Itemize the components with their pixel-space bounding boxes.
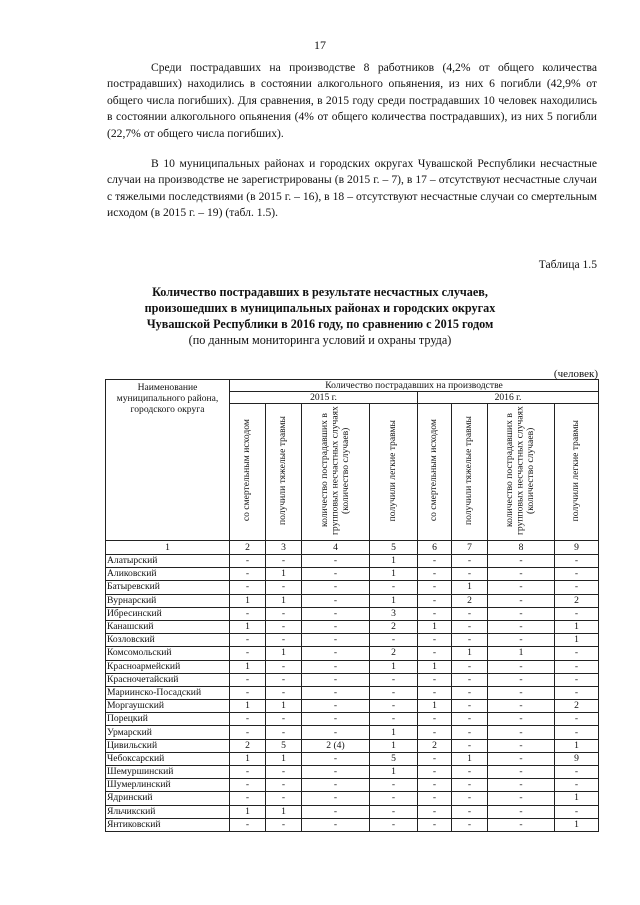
table-cell: 1 [452,647,488,660]
page-number: 17 [314,38,326,52]
table-cell: - [418,805,452,818]
table-row [106,726,599,739]
table-cell: - [230,581,266,594]
subheader-col-8 [488,404,555,541]
table-cell: - [266,792,302,805]
table-cell: - [302,634,370,647]
subheader-label: получили тяжелые травмы [277,415,289,526]
table-cell: - [418,634,452,647]
table-cell: - [418,581,452,594]
table-cell: - [488,739,555,752]
row-name: Мариинско-Посадский [106,686,230,699]
table-cell: - [488,607,555,620]
subheader-col-5 [370,404,418,541]
row-name: Яльчикский [106,805,230,818]
table-cell: 1 [418,660,452,673]
table-row [106,766,599,779]
column-number: 9 [555,541,599,555]
table-cell: - [452,700,488,713]
row-name: Шумерлинский [106,779,230,792]
table-cell: - [555,779,599,792]
table-row [106,818,599,831]
table-cell: - [230,686,266,699]
table-cell: - [230,766,266,779]
table-cell: - [418,594,452,607]
subheader-label: со смертельным исходом [428,419,440,522]
column-number: 1 [106,541,230,555]
subheader-col-6 [418,404,452,541]
table-cell: - [266,779,302,792]
row-name: Козловский [106,634,230,647]
table-cell: - [370,713,418,726]
subheader-col-9 [555,404,599,541]
table-cell: - [452,818,488,831]
table-row [106,739,599,752]
row-name: Батыревский [106,581,230,594]
table-cell: - [230,568,266,581]
table-cell: - [488,766,555,779]
table-cell: - [230,726,266,739]
table-cell: 2 [555,594,599,607]
table-cell: - [488,686,555,699]
table-cell: - [230,713,266,726]
table-cell: - [452,555,488,568]
row-name: Вурнарский [106,594,230,607]
table-cell: - [418,726,452,739]
table-cell: - [370,805,418,818]
table-cell: - [452,686,488,699]
table-cell: - [555,607,599,620]
table-cell: 2 [230,739,266,752]
table-cell: 1 [230,594,266,607]
table-cell: 1 [370,594,418,607]
table-cell: - [452,568,488,581]
table-cell: - [266,726,302,739]
table-cell: - [488,555,555,568]
table-cell: 1 [555,620,599,633]
row-name: Канашский [106,620,230,633]
table-cell: - [302,792,370,805]
table-cell: - [302,686,370,699]
table-cell: 1 [452,581,488,594]
table-cell: - [452,792,488,805]
table-cell: - [266,607,302,620]
table-cell: - [266,634,302,647]
table-cell: 1 [370,555,418,568]
table-cell: - [230,779,266,792]
table-cell: 1 [370,660,418,673]
table-cell: - [230,818,266,831]
table-cell: - [555,673,599,686]
table-cell: - [266,713,302,726]
table-row [106,686,599,699]
table-cell: - [488,660,555,673]
table-cell: - [418,607,452,620]
table-cell: - [488,713,555,726]
table-row [106,581,599,594]
table-row [106,660,599,673]
row-name: Янтиковский [106,818,230,831]
table-row [106,594,599,607]
table-subtitle: (по данным мониторинга условий и охраны труда) [188,333,452,347]
header-year-2015: 2015 г. [230,392,418,404]
table-cell: - [302,673,370,686]
table-cell: - [418,766,452,779]
table-cell: - [230,673,266,686]
table-cell: 1 [418,700,452,713]
table-row [106,779,599,792]
table-cell: - [230,607,266,620]
table-cell: 1 [230,700,266,713]
table-cell: - [452,766,488,779]
table-cell: - [302,726,370,739]
table-cell: 1 [266,700,302,713]
table-cell: - [452,607,488,620]
table-cell: - [302,700,370,713]
table-cell: - [302,805,370,818]
subheader-label: получили легкие травмы [570,419,582,522]
row-name: Порецкий [106,713,230,726]
injury-table [105,379,599,832]
title-line-2: произошедших в муниципальных районах и городских округах [144,301,496,315]
table-cell: 1 [266,805,302,818]
table-cell: - [370,673,418,686]
table-cell: - [230,792,266,805]
table-cell: 1 [230,620,266,633]
table-cell: 1 [555,634,599,647]
table-cell: - [302,818,370,831]
paragraph-districts: В 10 муниципальных районах и городских округах Чувашской Республики несчастные случаи на производстве не зарегистрированы (в 2015 г. – 7), в 17 – отсутствуют несчастные случаи с тяжелыми последствиями (в 2015 г. – 16), в 18 – отсутствуют несчастные случаи со смертельным исходом (в 2015 г. – 19) (табл. 1.5). [107,157,597,220]
table-cell: 2 [370,647,418,660]
table-cell: - [418,568,452,581]
table-cell: - [555,581,599,594]
table-row [106,752,599,765]
table-cell: - [555,686,599,699]
table-row [106,673,599,686]
table-cell: - [370,779,418,792]
table-cell: 5 [370,752,418,765]
table-cell: - [418,713,452,726]
table-cell: - [302,581,370,594]
table-cell: 2 (4) [302,739,370,752]
table-cell: 1 [452,752,488,765]
table-cell: - [370,792,418,805]
table-cell: - [418,792,452,805]
table-cell: - [488,726,555,739]
row-name: Моргаушский [106,700,230,713]
table-cell: - [488,634,555,647]
row-name: Ядринский [106,792,230,805]
table-cell: - [302,713,370,726]
column-number: 8 [488,541,555,555]
table-cell: - [555,713,599,726]
table-cell: - [230,555,266,568]
table-cell: - [302,555,370,568]
table-cell: - [266,686,302,699]
table-cell: - [452,713,488,726]
table-cell: - [488,581,555,594]
table-cell: 1 [370,739,418,752]
table-cell: 1 [418,620,452,633]
column-number: 7 [452,541,488,555]
row-name: Красночетайский [106,673,230,686]
table-cell: 9 [555,752,599,765]
table-cell: - [302,766,370,779]
table-row [106,713,599,726]
row-name: Шемуршинский [106,766,230,779]
table-cell: - [230,634,266,647]
table-cell: - [555,568,599,581]
table-cell: - [555,766,599,779]
column-number: 6 [418,541,452,555]
table-cell: - [488,700,555,713]
paragraph-alcohol: Среди пострадавших на производстве 8 работников (4,2% от общего количества пострадавших) находились в состоянии алкогольного опьянения, из них 6 погибли (42,9% от общего числа погибших). Для сравнения, в 2015 году среди пострадавших 10 человек находились в состоянии алкогольного опьянения (4% от общего количества пострадавших), из них 5 погибли (22,7% от общего числа погибших). [107,61,597,140]
row-name: Алатырский [106,555,230,568]
row-name: Урмарский [106,726,230,739]
table-cell: - [418,752,452,765]
table-cell: - [302,647,370,660]
subheader-label: получили легкие травмы [387,419,399,522]
table-cell: - [302,779,370,792]
table-cell: - [555,805,599,818]
table-cell: 1 [555,792,599,805]
table-cell: - [266,581,302,594]
table-cell: - [370,581,418,594]
subheader-label: количество пострадавших в групповых несчастных случаях (количество случаев) [318,406,351,535]
table-cell: - [230,647,266,660]
table-cell: 1 [230,805,266,818]
subheader-col-7 [452,404,488,541]
table-cell: - [488,594,555,607]
row-name: Цивильский [106,739,230,752]
table-row [106,792,599,805]
table-cell: 1 [555,739,599,752]
table-label: Таблица 1.5 [538,258,597,271]
table-cell: 2 [555,700,599,713]
table-cell: - [488,673,555,686]
table-cell: - [418,686,452,699]
table-cell: - [488,818,555,831]
table-cell: - [488,752,555,765]
table-cell: - [302,752,370,765]
row-name: Ибресинский [106,607,230,620]
table-cell: - [266,660,302,673]
table-cell: - [452,660,488,673]
table-cell: 1 [266,752,302,765]
table-cell: - [488,792,555,805]
table-row [106,805,599,818]
table-cell: - [418,779,452,792]
table-cell: - [488,620,555,633]
table-row [106,568,599,581]
table-row [106,620,599,633]
subheader-label: количество пострадавших в групповых несчастных случаях (количество случаев) [504,406,537,535]
row-name: Красноармейский [106,660,230,673]
table-cell: - [266,620,302,633]
table-row [106,607,599,620]
table-cell: - [370,634,418,647]
table-cell: 1 [370,568,418,581]
table-cell: - [302,568,370,581]
header-municipality: Наименование муниципального района, городского округа [106,380,230,541]
table-cell: - [555,726,599,739]
table-row [106,555,599,568]
table-row [106,700,599,713]
subheader-col-3 [266,404,302,541]
column-number: 3 [266,541,302,555]
table-cell: 3 [370,607,418,620]
subheader-label: получили тяжелые травмы [463,415,475,526]
table-cell: - [266,766,302,779]
table-cell: - [555,660,599,673]
table-title [0,284,640,348]
table-cell: - [266,673,302,686]
table-cell: - [418,647,452,660]
header-group: Количество пострадавших на производстве [230,380,599,392]
table-cell: 1 [266,594,302,607]
table-cell: 5 [266,739,302,752]
table-cell: - [452,739,488,752]
row-name: Аликовский [106,568,230,581]
table-cell: - [418,555,452,568]
title-line-3: Чувашской Республики в 2016 году, по сравнению с 2015 годом [146,317,494,331]
table-cell: - [452,805,488,818]
table-cell: - [488,568,555,581]
unit-label: (человек) [553,368,598,380]
table-cell: 1 [230,752,266,765]
table-cell: - [452,620,488,633]
table-cell: - [452,726,488,739]
table-cell: - [302,607,370,620]
table-cell: - [452,634,488,647]
table-cell: - [370,686,418,699]
table-cell: - [266,555,302,568]
table-cell: - [488,779,555,792]
table-cell: 1 [266,568,302,581]
table-cell: - [370,818,418,831]
table-cell: - [452,673,488,686]
table-row [106,647,599,660]
table-cell: - [302,660,370,673]
table-cell: - [418,673,452,686]
table-cell: - [370,700,418,713]
subheader-col-4 [302,404,370,541]
table-cell: 2 [370,620,418,633]
row-name: Комсомольский [106,647,230,660]
header-year-2016: 2016 г. [418,392,599,404]
table-cell: - [418,818,452,831]
table-cell: 1 [555,818,599,831]
table-cell: - [555,647,599,660]
table-cell: 1 [370,766,418,779]
column-number: 2 [230,541,266,555]
table-cell: 2 [418,739,452,752]
table-cell: 1 [488,647,555,660]
column-number: 4 [302,541,370,555]
table-cell: - [302,594,370,607]
table-cell: 1 [370,726,418,739]
table-cell: - [555,555,599,568]
title-line-1: Количество пострадавших в результате несчастных случаев, [152,285,488,299]
subheader-label: со смертельным исходом [241,419,253,522]
column-number: 5 [370,541,418,555]
table-row [106,634,599,647]
table-cell: - [266,818,302,831]
table-cell: - [488,805,555,818]
table-cell: - [302,620,370,633]
table-cell: - [452,779,488,792]
row-name: Чебоксарский [106,752,230,765]
subheader-col-2 [230,404,266,541]
table-cell: 1 [266,647,302,660]
table-cell: 2 [452,594,488,607]
table-cell: 1 [230,660,266,673]
